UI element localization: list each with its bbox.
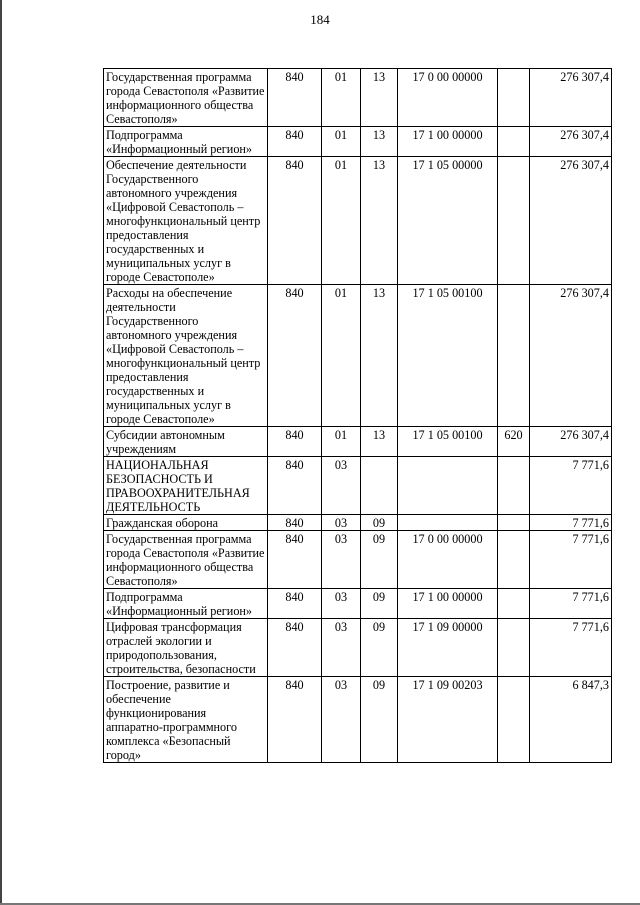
cell-rz: 03: [322, 619, 361, 677]
cell-pr: 13: [361, 127, 398, 157]
cell-gr: 840: [268, 427, 322, 457]
cell-gr: 840: [268, 619, 322, 677]
table-row: [104, 127, 612, 157]
cell-csr: 17 1 05 00000: [398, 157, 498, 285]
cell-vr: [498, 285, 530, 427]
cell-name: Подпрограмма «Информационный регион»: [104, 589, 268, 619]
cell-amount: 7 771,6: [530, 515, 612, 531]
cell-name: Государственная программа города Севастополя «Развитие информационного общества Севастополя»: [104, 69, 268, 127]
cell-csr: 17 1 05 00100: [398, 427, 498, 457]
cell-vr: [498, 457, 530, 515]
table-row: [104, 515, 612, 531]
table-row: [104, 619, 612, 677]
cell-name: Построение, развитие и обеспечение функционирования аппаратно-программного комплекса «Безопасный город»: [104, 677, 268, 763]
table-row: [104, 589, 612, 619]
cell-csr: 17 0 00 00000: [398, 69, 498, 127]
cell-pr: 09: [361, 589, 398, 619]
cell-gr: 840: [268, 589, 322, 619]
cell-amount: 276 307,4: [530, 69, 612, 127]
cell-vr: [498, 677, 530, 763]
cell-vr: 620: [498, 427, 530, 457]
cell-csr: [398, 457, 498, 515]
cell-name: НАЦИОНАЛЬНАЯ БЕЗОПАСНОСТЬ И ПРАВООХРАНИТЕЛЬНАЯ ДЕЯТЕЛЬНОСТЬ: [104, 457, 268, 515]
cell-vr: [498, 531, 530, 589]
table-row: [104, 457, 612, 515]
cell-csr: 17 1 00 00000: [398, 127, 498, 157]
cell-csr: 17 1 09 00000: [398, 619, 498, 677]
cell-pr: 09: [361, 515, 398, 531]
cell-csr: 17 1 05 00100: [398, 285, 498, 427]
cell-name: Цифровая трансформация отраслей экологии и природопользования, строительства, безопасности: [104, 619, 268, 677]
cell-name: Обеспечение деятельности Государственного автономного учреждения «Цифровой Севастополь – многофункциональный центр предоставления государственных и муниципальных услуг в городе Севастополе»: [104, 157, 268, 285]
table-row: [104, 69, 612, 127]
cell-name: Гражданская оборона: [104, 515, 268, 531]
table-row: [104, 157, 612, 285]
cell-csr: 17 1 09 00203: [398, 677, 498, 763]
table-row: [104, 677, 612, 763]
cell-pr: 13: [361, 285, 398, 427]
budget-table: [103, 68, 612, 763]
cell-vr: [498, 127, 530, 157]
cell-name: Государственная программа города Севастополя «Развитие информационного общества Севастополя»: [104, 531, 268, 589]
cell-gr: 840: [268, 515, 322, 531]
cell-gr: 840: [268, 531, 322, 589]
table-row: [104, 531, 612, 589]
cell-rz: 01: [322, 427, 361, 457]
cell-name: Субсидии автономным учреждениям: [104, 427, 268, 457]
cell-pr: 13: [361, 69, 398, 127]
cell-rz: 03: [322, 457, 361, 515]
cell-vr: [498, 619, 530, 677]
cell-gr: 840: [268, 677, 322, 763]
cell-rz: 03: [322, 515, 361, 531]
cell-amount: 276 307,4: [530, 157, 612, 285]
cell-rz: 01: [322, 69, 361, 127]
cell-gr: 840: [268, 285, 322, 427]
cell-amount: 276 307,4: [530, 127, 612, 157]
cell-rz: 03: [322, 531, 361, 589]
cell-vr: [498, 589, 530, 619]
cell-pr: 13: [361, 427, 398, 457]
cell-rz: 03: [322, 589, 361, 619]
cell-vr: [498, 157, 530, 285]
cell-gr: 840: [268, 127, 322, 157]
cell-name: Подпрограмма «Информационный регион»: [104, 127, 268, 157]
cell-gr: 840: [268, 457, 322, 515]
scan-left-edge: [0, 0, 2, 905]
budget-table-body: [104, 69, 612, 763]
cell-rz: 01: [322, 157, 361, 285]
page-number: 184: [310, 12, 330, 27]
cell-amount: 7 771,6: [530, 457, 612, 515]
cell-amount: 7 771,6: [530, 619, 612, 677]
cell-pr: 09: [361, 531, 398, 589]
table-row: [104, 427, 612, 457]
table-row: [104, 285, 612, 427]
cell-rz: 01: [322, 127, 361, 157]
cell-amount: 7 771,6: [530, 589, 612, 619]
cell-pr: 09: [361, 619, 398, 677]
cell-amount: 6 847,3: [530, 677, 612, 763]
cell-vr: [498, 69, 530, 127]
cell-amount: 7 771,6: [530, 531, 612, 589]
cell-csr: [398, 515, 498, 531]
cell-gr: 840: [268, 157, 322, 285]
cell-amount: 276 307,4: [530, 285, 612, 427]
cell-csr: 17 1 00 00000: [398, 589, 498, 619]
cell-rz: 01: [322, 285, 361, 427]
cell-csr: 17 0 00 00000: [398, 531, 498, 589]
cell-amount: 276 307,4: [530, 427, 612, 457]
cell-pr: [361, 457, 398, 515]
cell-pr: 09: [361, 677, 398, 763]
cell-pr: 13: [361, 157, 398, 285]
cell-name: Расходы на обеспечение деятельности Государственного автономного учреждения «Цифровой Севастополь – многофункциональный центр предоставления государственных и муниципальных услуг в городе Севастополе»: [104, 285, 268, 427]
cell-rz: 03: [322, 677, 361, 763]
cell-gr: 840: [268, 69, 322, 127]
cell-vr: [498, 515, 530, 531]
